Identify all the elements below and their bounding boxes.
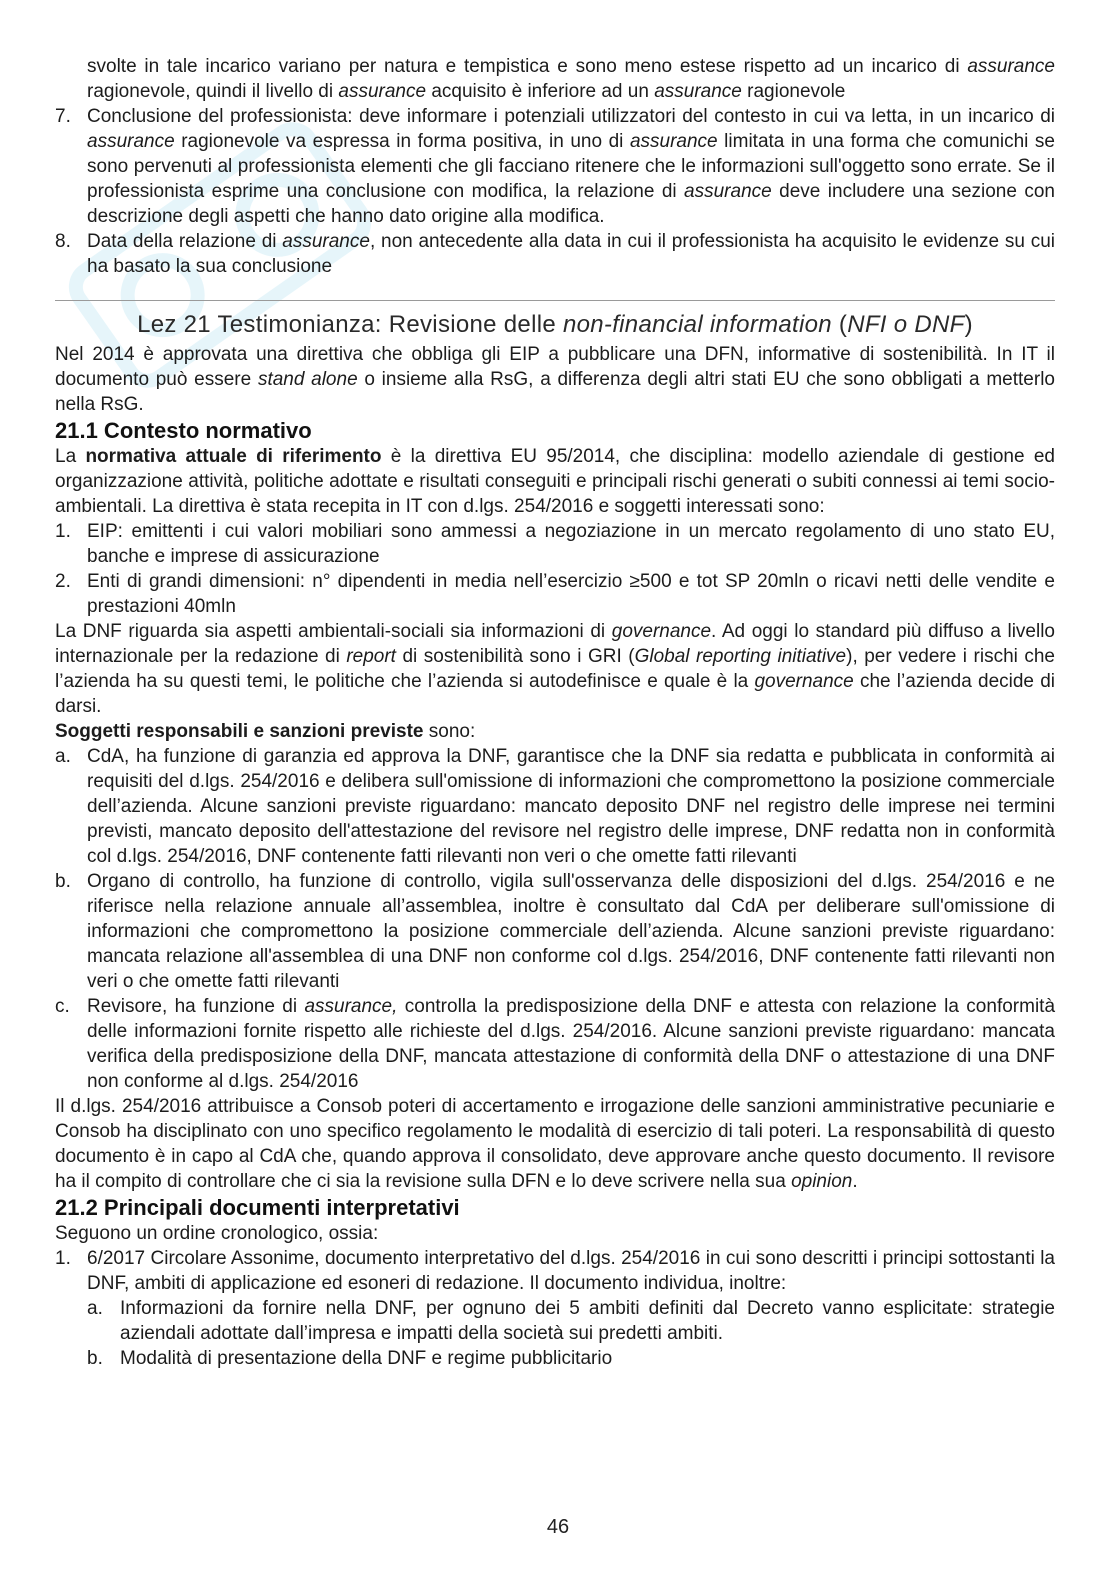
text-run: CdA, ha funzione di garanzia ed approva la DNF, garantisce che la DNF sia redatta e pubblicata in conformità ai requisiti del d.lgs. 254/2016 e delibera sull'omissione di informazioni che compromettono la posizione commerciale dell’azienda. Alcune sanzioni previste riguardano: mancato deposito DNF nel registro delle imprese nei termini previsti, mancato deposito dell'attestazione del revisore nel registro delle imprese, DNF redatta non in conformità col d.lgs. 254/2016, DNF contenente fatti rilevanti non veri o che omette fatti rilevanti xyxy=(87,746,1055,867)
text-body xyxy=(55,1096,1055,1192)
text-run: . Ad oggi lo standard più diffuso a livello internazionale per la redazione di xyxy=(55,621,1055,667)
text-body xyxy=(55,344,1055,415)
text-run: è la direttiva EU 95/2014, che disciplina: modello aziendale di gestione ed organizzazione attività, politiche adottate e risultati conseguiti e principali rischi generati o subiti connessi ai temi socio-ambientali. La direttiva è stata recepita in IT con d.lgs. 254/2016 e soggetti interessati sono: xyxy=(55,446,1055,517)
text-body xyxy=(55,621,1055,717)
bold-text: Soggetti responsabili e sanzioni previste xyxy=(55,721,424,742)
paragraph xyxy=(55,444,1055,519)
text-run: che l’azienda decide di darsi. xyxy=(55,671,1055,717)
text-run: . xyxy=(852,1171,858,1192)
italic-text: assurance xyxy=(282,231,370,252)
text-body xyxy=(120,1348,612,1369)
text-run: limitata in una forma che comunichi se sono pervenuti al professionista elementi che gli facciano ritenere che le informazioni sull'oggetto sono errate. Se il professionista esprime una conclusione con modifica, la relazione di xyxy=(87,131,1055,202)
text-run: , non antecedente alla data in cui il professionista ha acquisito le evidenze su cui ha basato la sua conclusione xyxy=(87,231,1055,277)
italic-text: non-financial information xyxy=(562,311,832,338)
italic-text: report xyxy=(346,646,396,667)
text-body xyxy=(55,721,475,742)
italic-text: assurance xyxy=(87,131,175,152)
text-run: Data della relazione di xyxy=(87,231,283,252)
text-run: ragionevole xyxy=(741,81,846,102)
section-heading xyxy=(55,1194,1055,1221)
list-item xyxy=(55,744,1055,869)
italic-text: Global reporting initiative xyxy=(634,646,847,667)
text-run: EIP: emittenti i cui valori mobiliari sono ammessi a negoziazione in un mercato regolamento di uno stato EU, banche e imprese di assicurazione xyxy=(87,521,1055,567)
text-body xyxy=(55,418,312,443)
italic-text: assurance, xyxy=(304,996,398,1017)
italic-text: governance xyxy=(611,621,712,642)
text-body xyxy=(55,446,1055,517)
list-item xyxy=(55,994,1055,1094)
italic-text: assurance xyxy=(684,181,772,202)
text-body xyxy=(55,1195,460,1220)
text-run: o insieme alla RsG, a differenza degli altri stati EU che sono obbligati a metterlo nella RsG. xyxy=(55,369,1055,415)
list-item xyxy=(55,104,1055,229)
italic-text: assurance xyxy=(629,131,718,152)
list-item xyxy=(55,1246,1055,1296)
text-run: ), per vedere i rischi che l’azienda ha su questi temi, le politiche che l’azienda si autodefinisce e quale è la xyxy=(55,646,1055,692)
paragraph xyxy=(55,1094,1055,1194)
text-run: acquisito è inferiore ad un xyxy=(426,81,655,102)
lecture-title xyxy=(55,310,1055,340)
list-item xyxy=(55,1296,1055,1346)
text-body xyxy=(87,996,1055,1092)
text-run: ragionevole, quindi il livello di xyxy=(87,81,339,102)
text-run: ( xyxy=(831,311,848,338)
text-body xyxy=(87,106,1055,227)
list-item xyxy=(55,569,1055,619)
text-run: sono: xyxy=(423,721,476,742)
list-item xyxy=(55,1346,1055,1371)
list-item xyxy=(55,519,1055,569)
italic-text: assurance xyxy=(338,81,427,102)
text-run: Enti di grandi dimensioni: n° dipendenti in media nell’esercizio ≥500 e tot SP 20mln o ricavi netti delle vendite e prestazioni 40mln xyxy=(87,571,1055,617)
text-run: Il d.lgs. 254/2016 attribuisce a Consob poteri di accertamento e irrogazione delle sanzioni amministrative pecuniarie e Consob ha disciplinato con uno specifico regolamento le modalità di esercizio di tali poteri. La responsabilità di questo documento è in capo al CdA che, quando approva il consolidato, deve approvare anche questo documento. Il revisore ha il compito di controllare che ci sia la revisione sulla DFN e lo deve scrivere nella sua xyxy=(55,1096,1055,1192)
list-marker: 7. xyxy=(55,106,71,127)
text-run: di sostenibilità sono i GRI ( xyxy=(395,646,635,667)
paragraph xyxy=(55,719,1055,744)
text-run: ragionevole va espressa in forma positiva, in uno di xyxy=(174,131,630,152)
text-run: svolte in tale incarico variano per natura e tempistica e sono meno estese rispetto ad un incarico di xyxy=(87,56,968,77)
text-body xyxy=(87,521,1055,567)
text-body xyxy=(137,311,973,338)
list-marker: a. xyxy=(55,746,71,767)
italic-text: opinion xyxy=(791,1171,853,1192)
list-marker: 2. xyxy=(55,571,71,592)
text-run: Lez 21 Testimonianza: Revisione delle xyxy=(137,311,563,338)
section-divider xyxy=(55,300,1055,301)
italic-text: assurance xyxy=(967,56,1055,77)
section-heading xyxy=(55,417,1055,444)
text-body xyxy=(87,571,1055,617)
text-body xyxy=(120,1298,1055,1344)
text-body xyxy=(87,56,1055,102)
text-run: La DNF riguarda sia aspetti ambientali-sociali sia informazioni di xyxy=(55,621,612,642)
italic-text: NFI o DNF xyxy=(847,311,965,338)
paragraph xyxy=(55,619,1055,719)
text-body xyxy=(87,1248,1055,1294)
document-body xyxy=(55,54,1055,1371)
list-item xyxy=(55,869,1055,994)
list-marker: b. xyxy=(87,1348,103,1369)
text-run: Nel 2014 è approvata una direttiva che obbliga gli EIP a pubblicare una DFN, informative di sostenibilità. In IT il documento può essere xyxy=(55,344,1055,390)
text-body xyxy=(87,746,1055,867)
page-number: 46 xyxy=(546,1516,570,1538)
text-run: 21.2 Principali documenti interpretativi xyxy=(55,1195,460,1220)
text-body xyxy=(87,231,1055,277)
list-marker: c. xyxy=(55,996,70,1017)
text-run: deve includere una sezione con descrizione degli aspetti che hanno dato origine alla modifica. xyxy=(87,181,1055,227)
list-marker: 1. xyxy=(55,521,71,542)
text-run: Conclusione del professionista: deve informare i potenziali utilizzatori del contesto in cui va letta, in un incarico di xyxy=(87,106,1055,127)
paragraph xyxy=(55,1221,1055,1246)
text-run: ) xyxy=(964,311,973,338)
text-run: controlla la predisposizione della DNF e attesta con relazione la conformità delle informazioni fornite rispetto alle richieste del d.lgs. 254/2016. Alcune sanzioni previste riguardano: mancata verifica della predisposizione della DNF, mancata attestazione di conformità della DNF o attestazione di una DNF non conforme al d.lgs. 254/2016 xyxy=(87,996,1056,1092)
paragraph xyxy=(55,342,1055,417)
text-body xyxy=(87,871,1055,992)
text-run: Organo di controllo, ha funzione di controllo, vigila sull'osservanza delle disposizioni del d.lgs. 254/2016 e ne riferisce nella relazione annuale all’assemblea, inoltre è consultato dal CdA per deliberare sull'omissione di informazioni che compromettono la posizione commerciale dell’azienda. Alcune sanzioni previste riguardano: mancata relazione all'assemblea di una DNF non conforme col d.lgs. 254/2016, DNF contenente fatti rilevanti non veri o che omette fatti rilevanti xyxy=(87,871,1055,992)
text-run: Seguono un ordine cronologico, ossia: xyxy=(55,1223,379,1244)
text-run: La xyxy=(55,446,86,467)
list-marker: 8. xyxy=(55,231,71,252)
list-item xyxy=(55,229,1055,279)
text-run: Informazioni da fornire nella DNF, per ognuno dei 5 ambiti definiti dal Decreto vanno esplicitate: strategie aziendali adottate dall’impresa e impatti della società sui predetti ambiti. xyxy=(120,1298,1055,1344)
text-run: 6/2017 Circolare Assonime, documento interpretativo del d.lgs. 254/2016 in cui sono descritti i principi sottostanti la DNF, ambiti di applicazione ed esoneri di redazione. Il documento individua, inoltre: xyxy=(87,1248,1055,1294)
list-item-continuation xyxy=(55,54,1055,104)
italic-text: stand alone xyxy=(257,369,358,390)
list-marker: b. xyxy=(55,871,71,892)
text-run: Modalità di presentazione della DNF e regime pubblicitario xyxy=(120,1348,613,1369)
text-run: 21.1 Contesto normativo xyxy=(55,418,312,443)
italic-text: assurance xyxy=(654,81,742,102)
text-body xyxy=(55,1223,378,1244)
italic-text: governance xyxy=(754,671,854,692)
list-marker: a. xyxy=(87,1298,103,1319)
list-marker: 1. xyxy=(55,1248,71,1269)
text-run: Revisore, ha funzione di xyxy=(87,996,305,1017)
bold-text: normativa attuale di riferimento xyxy=(85,446,382,467)
